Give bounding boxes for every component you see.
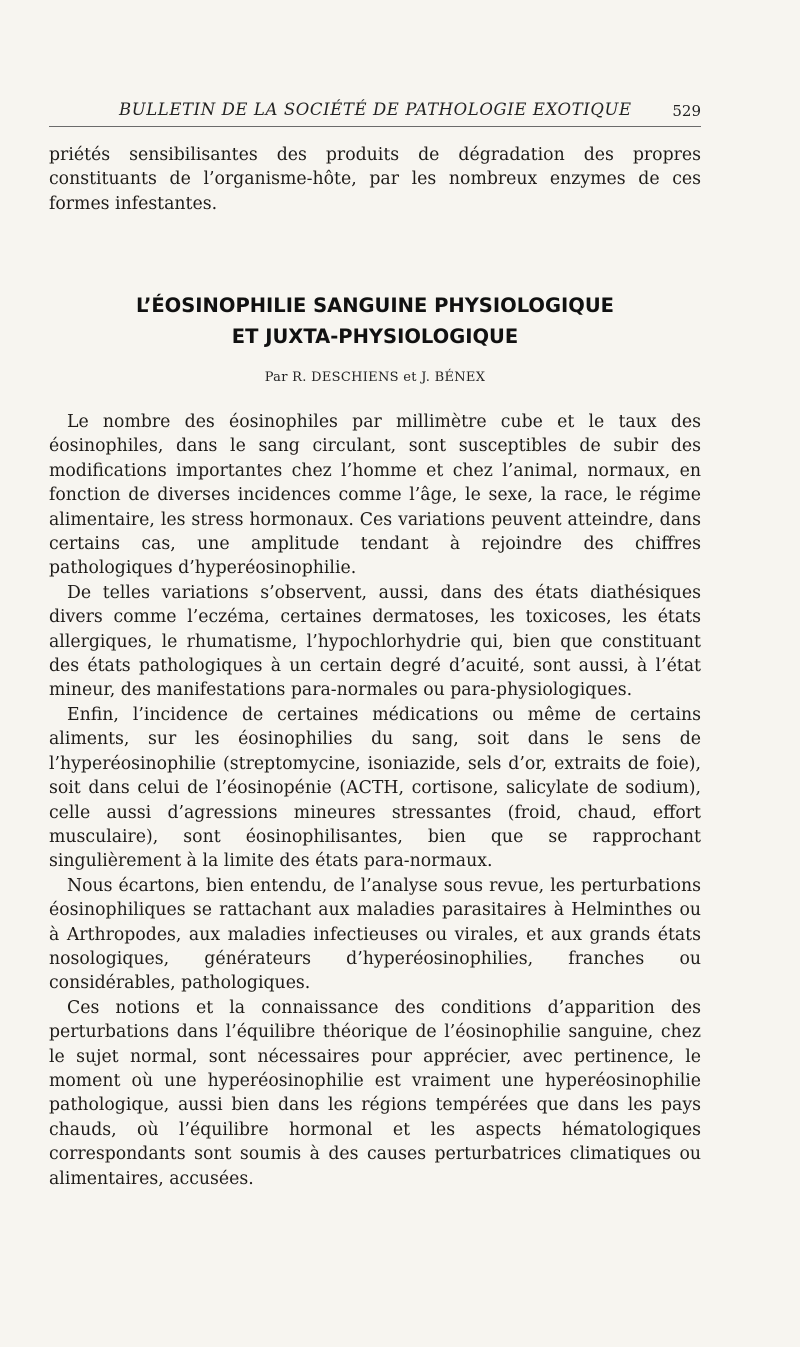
body-paragraph-1: Le nombre des éosinophiles par millimètre cube et le taux des éosinophiles, dans le sang circulant, sont susceptibles de subir des modifications importantes chez l’homme et chez l’animal, normaux, en fonction de diverses incidences comme l’âge, le sexe, la race, le régime alimentaire, les stress hormonaux. Ces variations peuvent atteindre, dans certains cas, une amplitude tendant à rejoindre des chiffres pathologiques d’hyperéosinophilie.	[49, 412, 701, 579]
journal-title: BULLETIN DE LA SOCIÉTÉ DE PATHOLOGIE EXOTIQUE	[119, 100, 632, 119]
body-paragraph-5: Ces notions et la connaissance des conditions d’apparition des perturbations dans l’équilibre théorique de l’éosinophilie sanguine, chez le sujet normal, sont nécessaires pour apprécier, avec pertinence, le moment où une hyperéosinophilie est vraiment une hyperéosinophilie pathologique, aussi bien dans les régions tempérées que dans les pays chauds, où l’équilibre hormonal et les aspects hématologiques correspondants sont soumis à des causes perturbatrices climatiques ou alimentaires, accusées.	[49, 997, 701, 1189]
article-body	[49, 410, 701, 1191]
body-paragraph-2: De telles variations s’observent, aussi, dans des états diathésiques divers comme l’eczéma, certaines dermatoses, les toxicoses, les états allergiques, le rhumatisme, l’hypochlorhydrie qui, bien que constituant des états pathologiques à un certain degré d’acuité, sont aussi, à l’état mineur, des manifestations para-normales ou para-physiologiques.	[49, 582, 701, 701]
continuation-text-block	[49, 143, 701, 216]
article-authors: Par R. DESCHIENS et J. BÉNEX	[264, 370, 486, 385]
article-title-line-1: L’ÉOSINOPHILIE SANGUINE PHYSIOLOGIQUE	[136, 294, 614, 317]
running-header	[49, 96, 701, 127]
page-number: 529	[672, 102, 701, 120]
body-paragraph-3: Enfin, l’incidence de certaines médications ou même de certains aliments, sur les éosinophilies du sang, soit dans le sens de l’hyperéosinophilie (streptomycine, isoniazide, sels d’or, extraits de foie), soit dans celui de l’éosinopénie (ACTH, cortisone, salicylate de sodium), celle aussi d’agressions mineures stressantes (froid, chaud, effort musculaire), sont éosinophilisantes, bien que se rapprochant singulièrement à la limite des états para-normaux.	[49, 704, 701, 872]
continuation-paragraph: priétés sensibilisantes des produits de dégradation des propres constituants de l’organisme-hôte, par les nombreux enzymes de ces formes infestantes.	[49, 145, 701, 214]
article-title-line-2: ET JUXTA-PHYSIOLOGIQUE	[231, 325, 519, 348]
body-paragraph-4: Nous écartons, bien entendu, de l’analyse sous revue, les perturbations éosinophiliques se rattachant aux maladies parasitaires à Helminthes ou à Arthropodes, aux maladies infectieuses ou virales, et aux grands états nosologiques, générateurs d’hyperéosinophilies, franches ou considérables, pathologiques.	[49, 875, 701, 994]
